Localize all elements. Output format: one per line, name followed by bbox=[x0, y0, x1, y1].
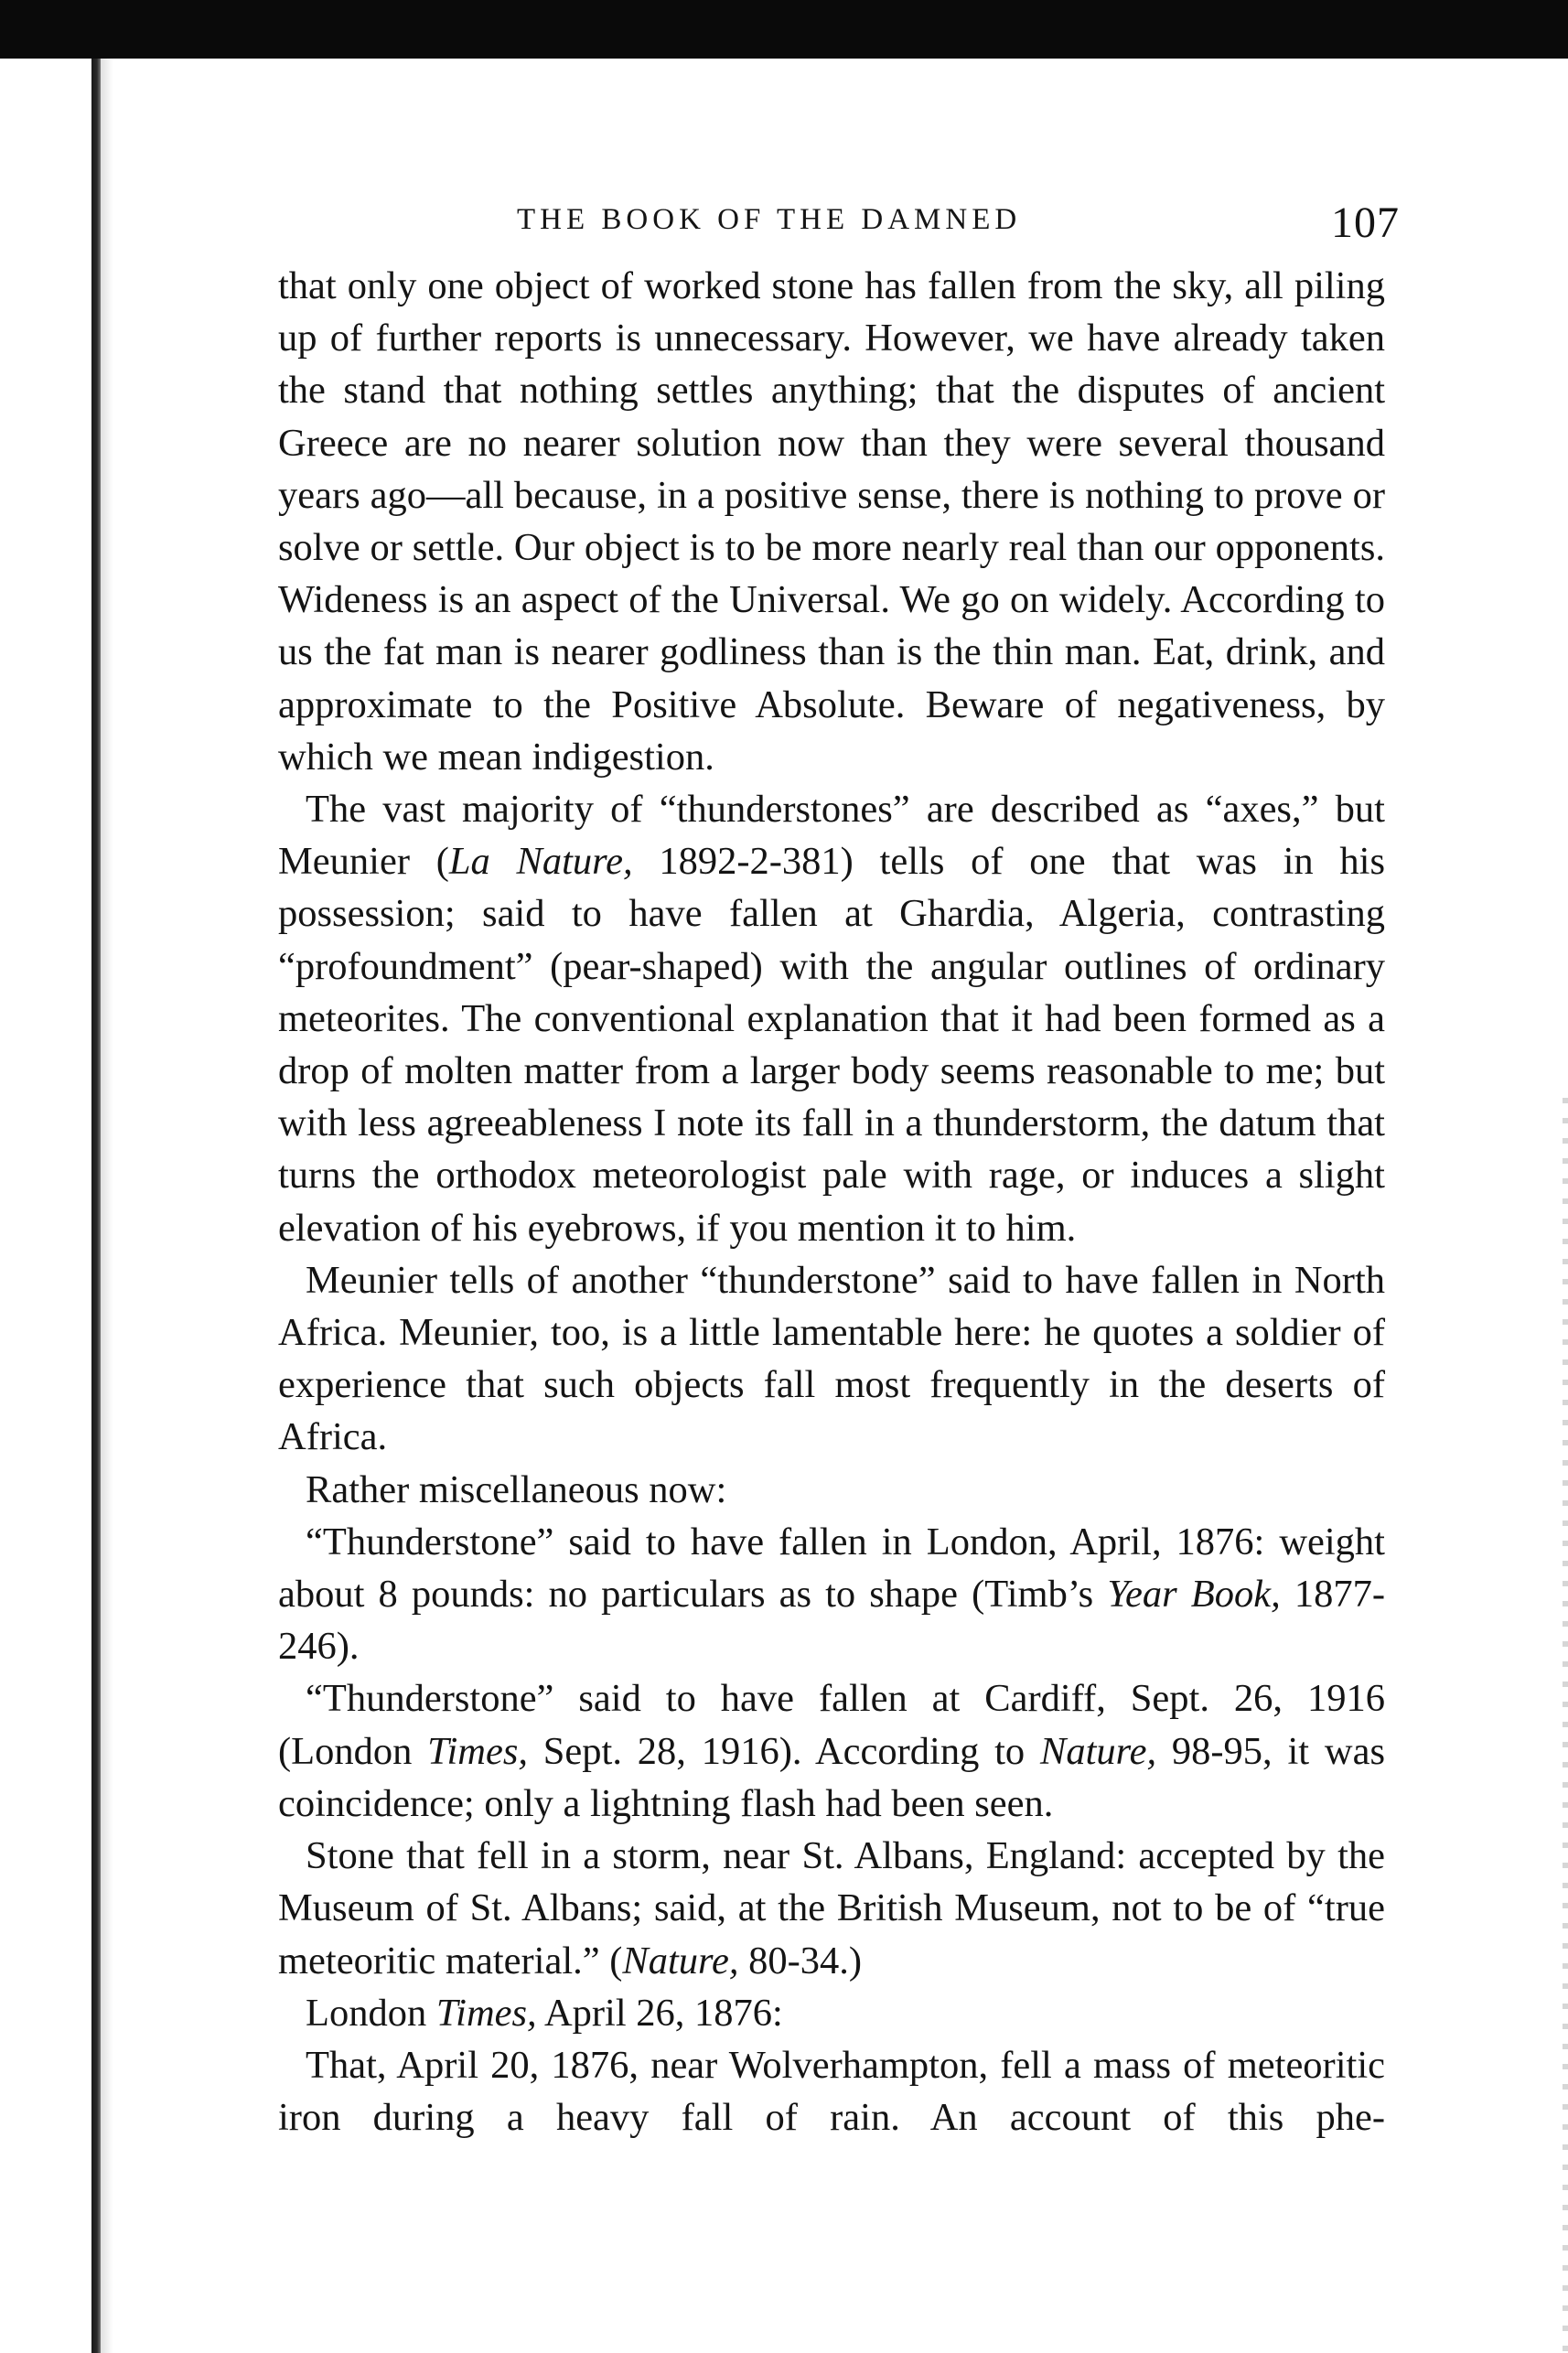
paragraph-8-text-a: London bbox=[306, 1991, 436, 2035]
paragraph-5-text-a: “Thunderstone” said to have fallen in London, April, 1876: weight about 8 pounds: no particulars as to shape (Timb’s bbox=[278, 1520, 1385, 1617]
paragraph-4: Rather miscellaneous now: bbox=[306, 1467, 727, 1511]
paragraph-8-text-b: April 26, 1876: bbox=[536, 1991, 783, 2035]
paragraph-7-text-b: 80-34.) bbox=[738, 1939, 863, 1982]
page-number: 107 bbox=[1331, 199, 1400, 247]
paragraph-5 bbox=[278, 1516, 1385, 1673]
citation-la-nature: La Nature, bbox=[448, 840, 633, 884]
paragraph-5-text-b: 1877-246). bbox=[278, 1573, 1385, 1669]
page-edge-speckle bbox=[1563, 1098, 1568, 2353]
citation-times: Times, bbox=[427, 1729, 528, 1773]
paragraph-6 bbox=[278, 1672, 1385, 1830]
running-head-title: THE BOOK OF THE DAMNED bbox=[517, 203, 1022, 236]
paragraph-2-text-a: The vast majority of “thunderstones” are described as “axes,” but Meunier ( bbox=[278, 788, 1385, 884]
citation-year-book: Year Book, bbox=[1107, 1573, 1281, 1617]
citation-london-times: Times, bbox=[435, 1991, 537, 2035]
paragraph-2 bbox=[278, 783, 1385, 1254]
running-head bbox=[284, 198, 1400, 252]
book-spine-shadow bbox=[91, 59, 101, 2353]
citation-nature-2: Nature, bbox=[622, 1939, 739, 1982]
gutter-shade bbox=[101, 59, 113, 2353]
paragraph-7-text-a: Stone that fell in a storm, near St. Albans, England: accepted by the Museum of St. Albans; said, at the British Museum, not to be of “true meteoritic material.” ( bbox=[278, 1834, 1385, 1982]
paragraph-1: that only one object of worked stone has fallen from the sky, all piling up of further reports is unnecessary. However, we have already taken the stand that nothing settles anything; that the disputes of ancient Greece are no nearer solution now than they were several thousand years ago—all because, in a positive sense, there is nothing to prove or solve or settle. Our object is to be more nearly real than our opponents. Wideness is an aspect of the Universal. We go on widely. According to us the fat man is nearer godliness than is the thin man. Eat, drink, and approximate to the Positive Absolute. Beware of negativeness, by which we mean indigestion. bbox=[278, 264, 1385, 779]
citation-nature: Nature, bbox=[1039, 1729, 1157, 1773]
paragraph-7 bbox=[278, 1830, 1385, 1987]
paragraph-9: That, April 20, 1876, near Wolverhampton, fell a mass of meteoritic iron during a heavy fall of rain. An account of this phe- bbox=[278, 2043, 1385, 2140]
body-text bbox=[278, 260, 1385, 2143]
paragraph-8 bbox=[278, 1987, 1385, 2039]
paragraph-3: Meunier tells of another “thunderstone” said to have fallen in North Africa. Meunier, too, is a little lamentable here: he quotes a soldier of experience that such objects fall most frequently in the deserts of Africa. bbox=[278, 1258, 1385, 1459]
scan-top-border bbox=[0, 0, 1568, 59]
paragraph-6-text-c: 98-95, it was coincidence; only a lightning flash had been seen. bbox=[278, 1729, 1385, 1825]
paragraph-6-text-b: Sept. 28, 1916). According to bbox=[528, 1729, 1040, 1773]
paragraph-6-text-a: “Thunderstone” said to have fallen at Cardiff, Sept. 26, 1916 (London bbox=[278, 1677, 1385, 1773]
paragraph-2-text-b: 1892-2-381) tells of one that was in his possession; said to have fallen at Ghardia, Algeria, contrasting “profoundment” (pear-shaped) with the angular outlines of ordinary meteorites. The conventional explanation that it had been formed as a drop of molten matter from a larger body seems reasonable to me; but with less agreeableness I note its fall in a thunderstorm, the datum that turns the orthodox meteorologist pale with rage, or induces a slight elevation of his eyebrows, if you mention it to him. bbox=[278, 840, 1386, 1250]
